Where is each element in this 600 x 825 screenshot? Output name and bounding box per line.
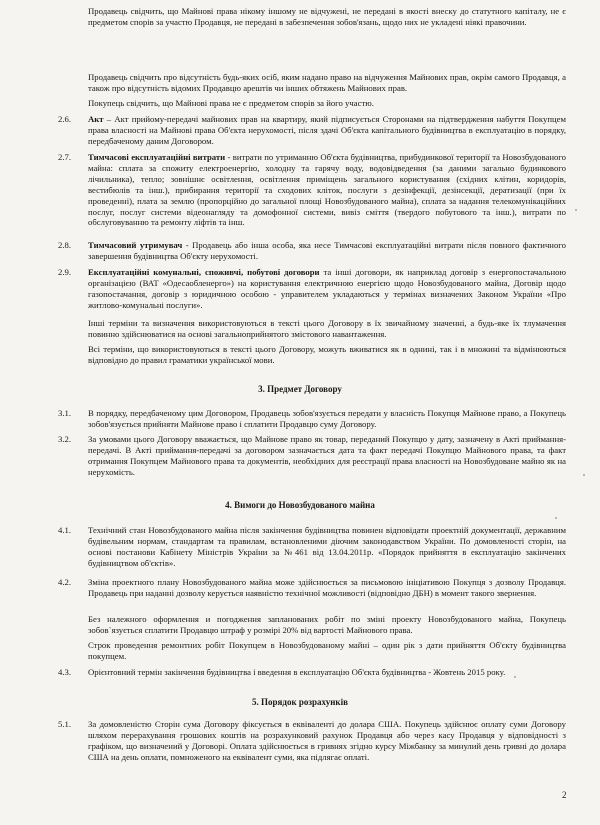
section-3-heading: 3. Предмет Договору (258, 384, 342, 394)
clause-term: Експлуатаційні комунальні, споживчі, побутові договори (88, 267, 320, 277)
clause-number: 2.7. (58, 152, 72, 162)
clause-term: Тимчасовий утримувач (88, 240, 183, 250)
clause-3-2: За умовами цього Договору вважається, що Майнове право як товар, переданий Покупцю у дату, зазначену в Акті приймання-передачі. В Акті приймання-передачі за договором зазначається дата та факт передачі Покупцю Майнового права, та факт отримання Покупцем Майнового права та документів, необхідних для реєстрації права власності на Новозбудоване майно як на нерухомість. (88, 434, 566, 477)
other-terms-paragraph-2: Всі терміни, що використовуються в тексті цього Договору, можуть вживатися як в однині, так і в множині та відмінюються відповідно до правил граматики української мови. (88, 344, 566, 365)
clause-number: 2.9. (58, 267, 72, 277)
page-number: 2 (562, 790, 567, 800)
clause-number: 4.1. (58, 525, 72, 535)
clause-3-1: В порядку, передбаченому цим Договором, Продавець зобов'язується передати у власність Покупця Майнове право, а Покупець зобов'язується прийняти Майнове право і сплатити Продавцю суму Договору. (88, 408, 566, 429)
clause-2-6 (88, 114, 566, 147)
clause-4-2-paragraph-2: Без належного оформлення и погодження запланованих робіт по зміні проекту Новозбудованого майна, Покупець зобов`язується сплатити Продавцю штраф у розмірі 20% від вартості Майнового права. (88, 614, 566, 635)
other-terms-paragraph-1: Інші терміни та визначення використовуються в тексті цього Договору в їх звичайному значенні, а будь-яке їх тлумачення повинно здійснюватися на основі загальноприйнятого змістового навантаження. (88, 318, 566, 339)
clause-number: 4.3. (58, 667, 72, 677)
clause-text: та інші договори, як наприклад договір з енергопостачальною організацією (ВАТ «Одесаобленерго») на користування електричною енергією щодо Новозбудованого майна, Договір щодо газопостачання, договір з юридичною особою - управителем укладаються у термінах визначених Законом України «Про житлово-комунальні послуги». (88, 267, 566, 310)
clause-number: 3.1. (58, 408, 72, 418)
clause-term: Акт (88, 114, 104, 124)
scan-speck (575, 209, 577, 211)
intro-paragraph-1: Продавець свідчить, що Майнові права нікому іншому не відчужені, не передані в якості внеску до статутного капіталу, не є предметом спорів за участю Продавця, не передані в забезпечення зобов'язань, щодо них не укладені ніякі правочини. (88, 6, 566, 27)
clause-2-9 (88, 267, 566, 311)
clause-term: Тимчасові експлуатаційні витрати (88, 152, 226, 162)
clause-4-2: Зміна проектного плану Новозбудованого майна може здійснюється за письмовою ініціативою Покупця з дозволу Продавця. Продавець при наданні дозволу керується наявністю технічної можливості (відповідно ДБН) в момент такого звернення. (88, 577, 566, 598)
clause-5-1: За домовленістю Сторін сума Договору фіксується в еквіваленті до долара США. Покупець здійснює оплату суми Договору шляхом перерахування грошових коштів на розрахунковий рахунок Продавця або через касу Продавця у відповідності з графіком, що визначений у Договорі. Оплата здійснюється в гривнях згідно курсу Міжбанку за минулий день гривні до долара США на день оплати, помноженого на еквівалент суми, яка підлягає оплаті. (88, 719, 566, 762)
clause-number: 4.2. (58, 577, 72, 587)
section-4-heading: 4. Вимоги до Новозбудованого майна (225, 500, 375, 510)
intro-paragraph-3: Покупець свідчить, що Майнові права не є предметом спорів за його участю. (88, 98, 374, 108)
clause-4-2-paragraph-3: Строк проведення ремонтних робіт Покупцем в Новозбудованому майні – один рік з дати прийняття Об'єкту будівництва покупцем. (88, 640, 566, 661)
scan-speck (514, 676, 516, 678)
clause-text: - Продавець або інша особа, яка несе Тимчасові експлуатаційні витрати після повного фактичного завершення будівництва Об'єкту нерухомості. (88, 240, 566, 261)
clause-number: 2.8. (58, 240, 72, 250)
scan-speck (555, 517, 557, 519)
clause-number: 5.1. (58, 719, 72, 729)
clause-2-8 (88, 240, 566, 262)
section-5-heading: 5. Порядок розрахунків (252, 697, 348, 707)
clause-2-7 (88, 152, 566, 228)
clause-text: – Акт прийому-передачі майнових прав на квартиру, який підписується Сторонами на підтвердження набуття Покупцем права власності на Майнові права Об'єкта нерухомості, після здачі Об'єкта капітального будівництва в експлуатацію в порядку, передбаченому даним Договором. (88, 114, 566, 146)
intro-paragraph-2: Продавець свідчить про відсутність будь-яких осіб, яким надано право на відчуження Майнових прав, окрім самого Продавця, а також про відсутність відомих Продавцю арештів чи інших обтяжень Майнових прав. (88, 72, 566, 93)
scan-speck (583, 474, 585, 476)
clause-text: - витрати по утриманню Об'єкта будівництва, прибудинкової території та Новозбудованого майна: сплата за спожиту електроенергію, холодну та гарячу воду, водовідведення (за даними загально будинкового лічильника), тепло; зовнішнє освітлення, освітлення приміщень загального користування (східних клітин, коридорів, вестибюлів та інш.), прибирання території та сходових кліток, послуги з дезінфекції, дезінсекції, дератизації (при їх проведенні), плата за землю (пропорційно до загальної площі Новозбудованого майна), сплата за надання телекомунікаційних послуг, послуг системи відеонагляду та домофонної системи, вивіз сміття (твердого побутового та інш.), витрати по обслуговуванню та ремонту ліфтів та інш. (88, 152, 567, 228)
clause-4-1: Технічний стан Новозбудованого майна після закінчення будівництва повинен відповідати проектній документації, державним будівельним нормам, стандартам та правилам, встановленими діючим законодавством України. По домовленості сторін, на основі постанови Кабінету Міністрів України за №461 від 13.04.2011р. «Порядок прийняття в експлуатацію закінчених будівництвом об'єктів». (88, 525, 566, 568)
clause-number: 2.6. (58, 114, 72, 124)
clause-number: 3.2. (58, 434, 72, 444)
clause-4-3: Орієнтовний термін закінчення будівництва і введення в експлуатацію Об'єкта будівництва - Жовтень 2015 року. (88, 667, 506, 677)
